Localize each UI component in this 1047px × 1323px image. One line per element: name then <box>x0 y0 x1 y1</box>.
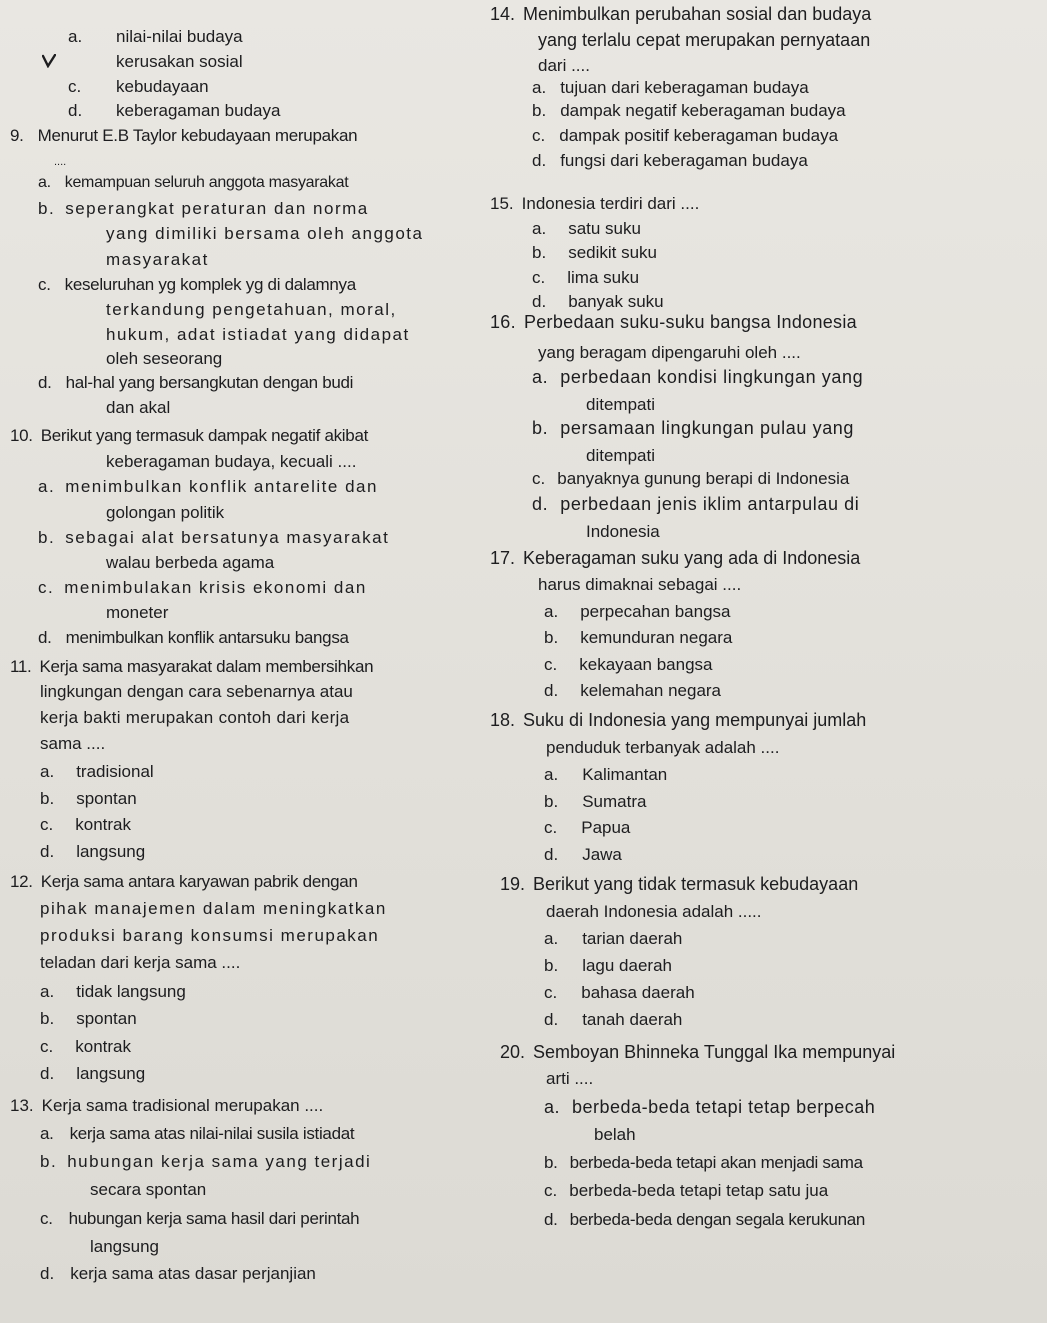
q10-option-a[interactable]: a. menimbulkan konflik antarelite dan <box>38 477 378 496</box>
question-20-stem: 20. Semboyan Bhinneka Tunggal Ika mempunyai <box>500 1042 896 1062</box>
q18-option-c[interactable]: c. Papua <box>544 818 631 837</box>
q20-option-a[interactable]: a. berbeda-beda tetapi tetap berpecah <box>544 1097 876 1117</box>
q18-option-b[interactable]: b. Sumatra <box>544 792 647 811</box>
question-11-stem: 11. Kerja sama masyarakat dalam membersihkan <box>10 657 374 676</box>
q10-option-d[interactable]: d. menimbulkan konflik antarsuku bangsa <box>38 628 349 647</box>
question-12-stem: 12. Kerja sama antara karyawan pabrik dengan <box>10 872 358 891</box>
q16-option-a[interactable]: a. perbedaan kondisi lingkungan yang <box>532 367 864 387</box>
q16-option-b[interactable]: b. persamaan lingkungan pulau yang <box>532 418 855 438</box>
q11-option-c[interactable]: c. kontrak <box>40 815 131 834</box>
q15-option-c[interactable]: c. lima suku <box>532 268 640 287</box>
q19-option-a[interactable]: a. tarian daerah <box>544 929 683 948</box>
q12-option-d[interactable]: d. langsung <box>40 1064 146 1083</box>
option-a[interactable]: a. nilai-nilai budaya <box>68 27 243 46</box>
question-13-stem: 13. Kerja sama tradisional merupakan .... <box>10 1096 324 1115</box>
question-9-stem: 9. Menurut E.B Taylor kebudayaan merupakan <box>10 126 358 145</box>
q13-option-c[interactable]: c. hubungan kerja sama hasil dari perintah <box>40 1209 360 1228</box>
q11-option-b[interactable]: b. spontan <box>40 789 137 808</box>
q12-option-a[interactable]: a. tidak langsung <box>40 982 186 1001</box>
question-15-stem: 15. Indonesia terdiri dari .... <box>490 194 700 213</box>
q10-option-b[interactable]: b. sebagai alat bersatunya masyarakat <box>38 528 390 547</box>
q9-option-c[interactable]: c. keseluruhan yg komplek yg di dalamnya <box>38 275 356 294</box>
q17-option-a[interactable]: a. perpecahan bangsa <box>544 602 731 621</box>
question-10-stem: 10. Berikut yang termasuk dampak negatif akibat <box>10 426 369 445</box>
q17-option-d[interactable]: d. kelemahan negara <box>544 681 722 700</box>
q19-option-d[interactable]: d. tanah daerah <box>544 1010 683 1029</box>
q13-option-b[interactable]: b. hubungan kerja sama yang terjadi <box>40 1152 372 1171</box>
q11-option-d[interactable]: d. langsung <box>40 842 146 861</box>
q12-option-b[interactable]: b. spontan <box>40 1009 137 1028</box>
q17-option-b[interactable]: b. kemunduran negara <box>544 628 733 647</box>
worksheet-page: a. nilai-nilai budaya kerusakan sosial c. kebudayaan d. keberagaman budaya 9. Menurut E.B Taylor kebudayaan merupakan .... a. kemampuan seluruh anggota masyarakat b. seperangkat peraturan dan norma yang dimiliki bersama oleh anggota masyarakat c. keseluruhan yg komplek yg di dalamnya terkandung pengetahuan, moral, hukum, adat istiadat yang didapat oleh seseorang d. hal-hal yang bersangkutan dengan budi dan akal 10. Berikut yang termasuk dampak negatif akibat keberagaman budaya, kecuali .... a. menimbulkan konflik antarelite dan golongan politik b. sebagai alat bersatunya masyarakat walau berbeda agama c. menimbulakan krisis ekonomi dan moneter d. menimbulkan konflik antarsuku bangsa 11. Kerja sama masyarakat dalam membersihkan lingkungan dengan cara sebenarnya atau kerja bakti merupakan contoh dari kerja sama .... a. tradisional b. spontan c. kontrak d. langsung 12. Kerja sama antara karyawan pabrik dengan pihak manajemen dalam meningkatkan produksi barang konsumsi merupakan teladan dari kerja sama .... a. tidak langsung b. spontan c. kontrak d. langsung 13. Kerja sama tradisional merupakan .... a. kerja sama atas nilai-nilai susila istiadat b. hubungan kerja sama yang terjadi secara spontan c. hubungan kerja sama hasil dari perintah langsung d. kerja sama atas dasar perjanjian 14. Menimbulkan perubahan sosial dan budaya yang terlalu cepat merupakan pernyataan dari .... a. tujuan dari keberagaman budaya b. dampak negatif keberagaman budaya c. dampak positif keberagaman budaya d. fungsi dari keberagaman budaya 15. Indonesia terdiri dari .... a. satu suku b. sedikit suku c. lima suku d. banyak suku 16. Perbedaan suku-suku bangsa Indonesia yang beragam dipengaruhi oleh .... a. perbedaan kondisi lingkungan yang ditempati b. persamaan lingkungan pulau yang ditempati c. banyaknya gunung berapi di Indonesia d. perbedaan jenis iklim antarpulau di Indonesia 17. Keberagaman suku yang ada di Indonesia harus dimaknai sebagai .... a. perpecahan bangsa b. kemunduran negara c. kekayaan bangsa d. kelemahan negara 18. Suku di Indonesia yang mempunyai jumlah penduduk terbanyak adalah .... a. Kalimantan b. Sumatra c. Papua d. Jawa 19. Berikut yang tidak termasuk kebudayaan daerah Indonesia adalah ..... a. tarian daerah b. lagu daerah c. bahasa daerah d. tanah daerah 20. Semboyan Bhinneka Tunggal Ika mempunyai arti .... a. berbeda-beda tetapi tetap berpecah belah b. berbeda-beda tetapi akan menjadi sama c. berbeda-beda tetapi tetap satu jua d. berbeda-beda dengan segala kerukunan <box>0 0 1047 1323</box>
q14-option-b[interactable]: b. dampak negatif keberagaman budaya <box>532 101 846 120</box>
q20-option-d[interactable]: d. berbeda-beda dengan segala kerukunan <box>544 1210 866 1229</box>
option-d[interactable]: d. keberagaman budaya <box>68 101 281 120</box>
q14-option-a[interactable]: a. tujuan dari keberagaman budaya <box>532 78 809 97</box>
q14-option-d[interactable]: d. fungsi dari keberagaman budaya <box>532 151 808 170</box>
q20-option-c[interactable]: c. berbeda-beda tetapi tetap satu jua <box>544 1181 829 1200</box>
q11-option-a[interactable]: a. tradisional <box>40 762 154 781</box>
check-mark-icon <box>42 54 56 68</box>
q15-option-d[interactable]: d. banyak suku <box>532 292 664 311</box>
q19-option-c[interactable]: c. bahasa daerah <box>544 983 695 1002</box>
q18-option-d[interactable]: d. Jawa <box>544 845 622 864</box>
q13-option-d[interactable]: d. kerja sama atas dasar perjanjian <box>40 1264 316 1283</box>
q9-option-a[interactable]: a. kemampuan seluruh anggota masyarakat <box>38 174 349 191</box>
q15-option-a[interactable]: a. satu suku <box>532 219 641 238</box>
q14-option-c[interactable]: c. dampak positif keberagaman budaya <box>532 126 839 145</box>
option-b[interactable]: kerusakan sosial <box>116 52 243 71</box>
question-19-stem: 19. Berikut yang tidak termasuk kebudayaan <box>500 874 859 894</box>
q9-option-d[interactable]: d. hal-hal yang bersangkutan dengan budi <box>38 373 354 392</box>
question-18-stem: 18. Suku di Indonesia yang mempunyai jumlah <box>490 710 867 730</box>
q9-option-b[interactable]: b. seperangkat peraturan dan norma <box>38 199 369 218</box>
option-c[interactable]: c. kebudayaan <box>68 77 209 96</box>
q10-option-c[interactable]: c. menimbulakan krisis ekonomi dan <box>38 578 367 597</box>
question-14-stem: 14. Menimbulkan perubahan sosial dan budaya <box>490 4 872 24</box>
question-16-stem: 16. Perbedaan suku-suku bangsa Indonesia <box>490 312 857 332</box>
q13-option-a[interactable]: a. kerja sama atas nilai-nilai susila istiadat <box>40 1124 355 1143</box>
q17-option-c[interactable]: c. kekayaan bangsa <box>544 655 713 674</box>
q15-option-b[interactable]: b. sedikit suku <box>532 243 658 262</box>
q18-option-a[interactable]: a. Kalimantan <box>544 765 668 784</box>
question-17-stem: 17. Keberagaman suku yang ada di Indonesia <box>490 548 861 568</box>
q16-option-c[interactable]: c. banyaknya gunung berapi di Indonesia <box>532 469 850 488</box>
q20-option-b[interactable]: b. berbeda-beda tetapi akan menjadi sama <box>544 1153 863 1172</box>
q16-option-d[interactable]: d. perbedaan jenis iklim antarpulau di <box>532 494 860 514</box>
q12-option-c[interactable]: c. kontrak <box>40 1037 131 1056</box>
q19-option-b[interactable]: b. lagu daerah <box>544 956 672 975</box>
